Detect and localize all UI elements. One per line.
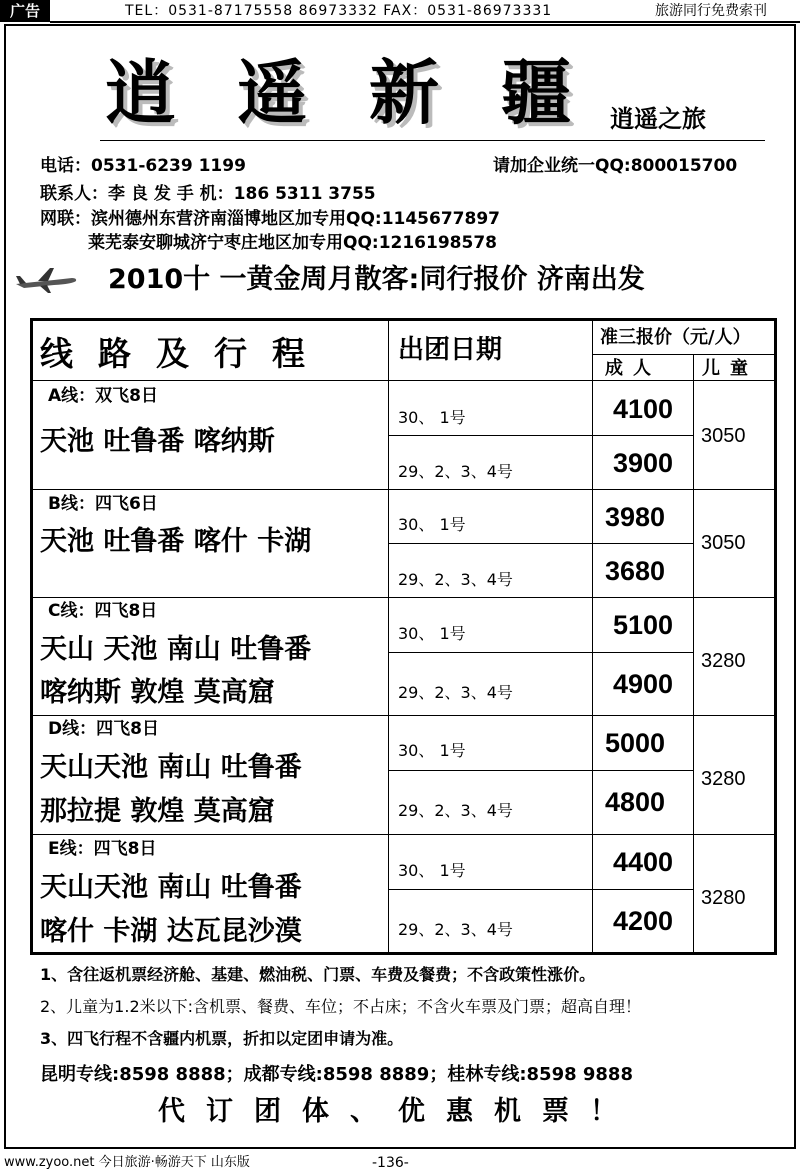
page-number: -136- bbox=[372, 1155, 409, 1171]
table-rule bbox=[33, 380, 774, 381]
child-price: 3050 bbox=[701, 532, 746, 554]
departure-date: 30、 1号 bbox=[398, 861, 466, 880]
title-rule bbox=[100, 140, 765, 141]
header-contact: TEL：0531-87175558 86973332 FAX：0531-86973331 bbox=[125, 3, 553, 19]
airplane-icon bbox=[14, 262, 78, 294]
table-rule bbox=[33, 489, 774, 490]
page-subtitle: 逍遥之旅 bbox=[610, 105, 706, 133]
note-3: 3、四飞行程不含疆内机票，折扣以定团申请为准。 bbox=[40, 1029, 404, 1048]
col-header-price: 准三报价（元/人） bbox=[600, 327, 751, 348]
departure-date: 30、 1号 bbox=[398, 408, 466, 427]
special-lines: 昆明专线:8598 8888；成都专线:8598 8889；桂林专线:8598 9888 bbox=[40, 1064, 633, 1085]
adult-price: 5100 bbox=[613, 610, 674, 640]
route-name: D线：四飞8日 bbox=[48, 719, 159, 739]
network-qq-2: 莱芜泰安聊城济宁枣庄地区加专用QQ:1216198578 bbox=[88, 233, 497, 253]
table-rule bbox=[592, 354, 774, 355]
route-destinations: 喀什 卡湖 达瓦昆沙漠 bbox=[40, 916, 302, 947]
adult-price: 4100 bbox=[613, 394, 674, 424]
adult-price: 4900 bbox=[613, 669, 674, 699]
route-destinations: 天山 天池 南山 吐鲁番 bbox=[40, 634, 312, 665]
adult-price: 4200 bbox=[613, 906, 674, 936]
route-name: C线：四飞8日 bbox=[48, 601, 158, 621]
ad-tag: 广告 bbox=[0, 0, 50, 22]
adult-price: 4400 bbox=[613, 847, 674, 877]
header-rule bbox=[50, 21, 800, 23]
route-name: A线：双飞8日 bbox=[48, 386, 158, 406]
table-rule bbox=[693, 354, 694, 952]
route-name: E线：四飞8日 bbox=[48, 839, 157, 859]
table-rule bbox=[388, 321, 389, 952]
col-header-child: 儿童 bbox=[702, 358, 758, 379]
adult-price: 3680 bbox=[605, 556, 666, 586]
route-destinations: 那拉提 敦煌 莫高窟 bbox=[40, 796, 275, 827]
departure-date: 30、 1号 bbox=[398, 515, 466, 534]
departure-date: 29、2、3、4号 bbox=[398, 801, 513, 820]
adult-price: 4800 bbox=[605, 787, 666, 817]
publication-name: 旅游同行免费索刊 bbox=[655, 3, 767, 19]
child-price: 3280 bbox=[701, 768, 746, 790]
departure-date: 29、2、3、4号 bbox=[398, 570, 513, 589]
route-destinations: 天山天池 南山 吐鲁番 bbox=[40, 872, 302, 903]
table-rule bbox=[33, 834, 774, 835]
adult-price: 5000 bbox=[605, 728, 666, 758]
route-destinations: 天池 吐鲁番 喀纳斯 bbox=[40, 426, 275, 457]
table-rule bbox=[388, 435, 693, 436]
contact-person: 联系人：李 良 发 手 机：186 5311 3755 bbox=[40, 184, 376, 204]
note-1: 1、含往返机票经济舱、基建、燃油税、门票、车费及餐费；不含政策性涨价。 bbox=[40, 965, 596, 984]
table-rule bbox=[388, 652, 693, 653]
slogan: 代订团体、优惠机票！ bbox=[158, 1096, 638, 1127]
col-header-adult: 成人 bbox=[605, 358, 661, 379]
note-2: 2、儿童为1.2米以下:含机票、餐费、车位；不占床；不含火车票及门票；超高自理！ bbox=[40, 997, 642, 1016]
departure-date: 29、2、3、4号 bbox=[398, 683, 513, 702]
route-name: B线：四飞6日 bbox=[48, 494, 158, 514]
departure-date: 29、2、3、4号 bbox=[398, 462, 513, 481]
adult-price: 3980 bbox=[605, 502, 666, 532]
page-title: 逍遥新疆 bbox=[105, 51, 633, 134]
col-header-date: 出团日期 bbox=[398, 335, 503, 365]
departure-date: 30、 1号 bbox=[398, 624, 466, 643]
child-price: 3280 bbox=[701, 650, 746, 672]
child-price: 3280 bbox=[701, 887, 746, 909]
col-header-route: 线路及行程 bbox=[40, 334, 330, 373]
enterprise-qq: 请加企业统一QQ:800015700 bbox=[493, 156, 738, 176]
table-rule bbox=[388, 889, 693, 890]
departure-date: 29、2、3、4号 bbox=[398, 920, 513, 939]
table-rule bbox=[388, 543, 693, 544]
adult-price: 3900 bbox=[613, 448, 674, 478]
route-destinations: 喀纳斯 敦煌 莫高窟 bbox=[40, 677, 275, 708]
table-rule bbox=[388, 770, 693, 771]
network-qq-1: 网联：滨州德州东营济南淄博地区加专用QQ:1145677897 bbox=[40, 209, 500, 229]
table-rule bbox=[33, 597, 774, 598]
child-price: 3050 bbox=[701, 425, 746, 447]
departure-date: 30、 1号 bbox=[398, 741, 466, 760]
table-rule bbox=[592, 321, 593, 952]
route-destinations: 天山天池 南山 吐鲁番 bbox=[40, 752, 302, 783]
headline: 2010十 一黄金周月散客:同行报价 济南出发 bbox=[108, 264, 645, 295]
table-rule bbox=[33, 715, 774, 716]
phone-number: 电话：0531-6239 1199 bbox=[40, 156, 246, 176]
footer-site: www.zyoo.net 今日旅游·畅游天下 山东版 bbox=[4, 1155, 250, 1170]
route-destinations: 天池 吐鲁番 喀什 卡湖 bbox=[40, 526, 312, 557]
